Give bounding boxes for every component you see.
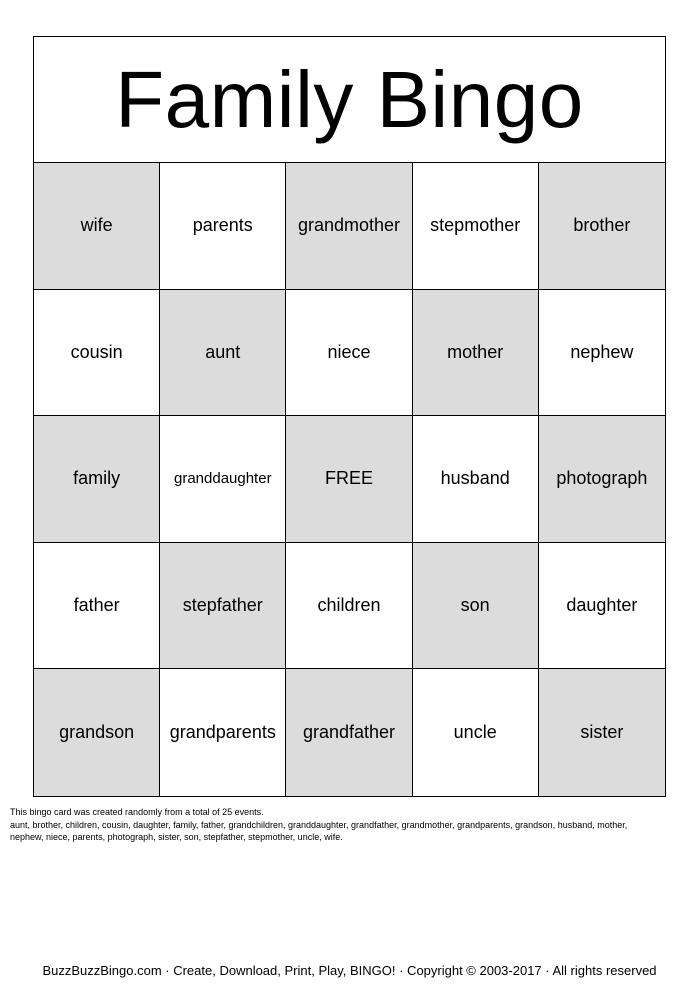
description-line-2: aunt, brother, children, cousin, daughter, family, father, grandchildren, granddaughter, grandfather, grandmother, grandparents, grandson, husband, mother, <box>10 819 628 830</box>
bingo-cell: son <box>413 543 539 670</box>
bingo-cell: granddaughter <box>160 416 286 543</box>
bingo-cell: nephew <box>539 290 665 417</box>
card-title: Family Bingo <box>34 37 665 163</box>
bingo-cell: father <box>34 543 160 670</box>
bingo-cell: stepfather <box>160 543 286 670</box>
bingo-cell: brother <box>539 163 665 290</box>
bingo-cell: husband <box>413 416 539 543</box>
bingo-cell: grandson <box>34 669 160 796</box>
bingo-cell: photograph <box>539 416 665 543</box>
bingo-cell: cousin <box>34 290 160 417</box>
bingo-grid <box>34 163 665 796</box>
bingo-card <box>33 36 666 797</box>
bingo-cell: aunt <box>160 290 286 417</box>
bingo-cell: stepmother <box>413 163 539 290</box>
bingo-cell: grandfather <box>286 669 412 796</box>
bingo-cell: daughter <box>539 543 665 670</box>
description-line-1: This bingo card was created randomly from a total of 25 events. <box>10 807 264 817</box>
bingo-cell: mother <box>413 290 539 417</box>
card-description <box>10 806 690 844</box>
bingo-cell: parents <box>160 163 286 290</box>
bingo-cell: grandmother <box>286 163 412 290</box>
footer-text: BuzzBuzzBingo.com · Create, Download, Print, Play, BINGO! · Copyright © 2003-2017 · All rights reserved <box>42 963 657 978</box>
bingo-cell: wife <box>34 163 160 290</box>
bingo-cell: children <box>286 543 412 670</box>
bingo-cell: sister <box>539 669 665 796</box>
bingo-cell: family <box>34 416 160 543</box>
bingo-cell: grandparents <box>160 669 286 796</box>
bingo-cell: uncle <box>413 669 539 796</box>
bingo-cell: FREE <box>286 416 412 543</box>
bingo-cell: niece <box>286 290 412 417</box>
description-line-3: nephew, niece, parents, photograph, sister, son, stepfather, stepmother, uncle, wife. <box>10 832 343 842</box>
